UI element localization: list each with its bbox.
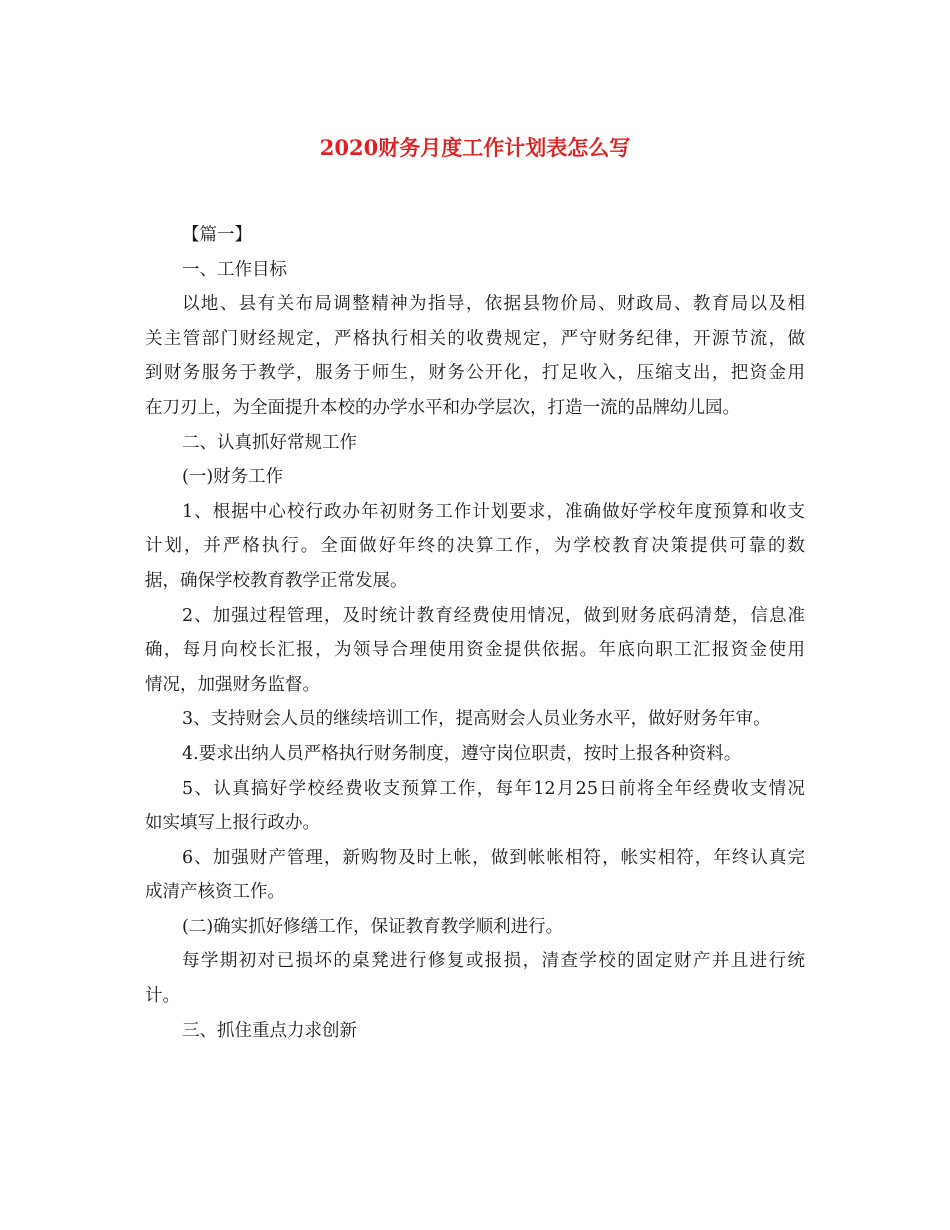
body-line: 每学期初对已损坏的桌凳进行修复或报损，清查学校的固定财产并且进行统 [182,951,805,972]
body-line: 确，每月向校长汇报，为领导合理使用资金提供依据。年底向职工汇报资金使用 [145,640,805,661]
body-line: 一、工作目标 [182,259,287,280]
body-line: 2、加强过程管理，及时统计教育经费使用情况，做到财务底码清楚，信息准 [182,605,805,626]
body-line: 三、抓住重点力求创新 [182,1020,357,1041]
body-line: 据，确保学校教育教学正常发展。 [145,570,408,591]
body-line: 情况，加强财务监督。 [145,674,320,695]
body-line: 计划，并严格执行。全面做好年终的决算工作，为学校教育决策提供可靠的数 [145,536,805,557]
body-line: 以地、县有关布局调整精神为指导，依据县物价局、财政局、教育局以及相 [182,294,805,315]
body-line: (一)财务工作 [182,467,284,488]
body-line: 6、加强财产管理，新购物及时上帐，做到帐帐相符，帐实相符，年终认真完 [182,847,805,868]
body-line: 4.要求出纳人员严格执行财务制度，遵守岗位职责，按时上报各种资料。 [182,743,742,764]
body-line: 关主管部门财经规定，严格执行相关的收费规定，严守财务纪律，开源节流，做 [145,328,805,349]
body-line: 到财务服务于教学，服务于师生，财务公开化，打足收入，压缩支出，把资金用 [145,363,805,384]
body-line: 5、认真搞好学校经费收支预算工作，每年12月25日前将全年经费收支情况 [182,778,805,799]
body-line: 1、根据中心校行政办年初财务工作计划要求，准确做好学校年度预算和收支 [182,501,805,522]
document-body [145,218,805,1048]
body-line: 【篇一】 [182,225,252,245]
body-line: 二、认真抓好常规工作 [182,432,357,453]
body-line: 计。 [145,986,180,1007]
body-line: 成清产核资工作。 [145,882,285,903]
body-line: 在刀刃上，为全面提升本校的办学水平和办学层次，打造一流的品牌幼儿园。 [145,397,740,418]
body-line: 3、支持财会人员的继续培训工作，提高财会人员业务水平，做好财务年审。 [182,709,771,730]
body-line: 如实填写上报行政办。 [145,813,320,834]
body-line: (二)确实抓好修缮工作，保证教育教学顺利进行。 [182,916,564,937]
document-title: 2020财务月度工作计划表怎么写 [319,135,631,160]
